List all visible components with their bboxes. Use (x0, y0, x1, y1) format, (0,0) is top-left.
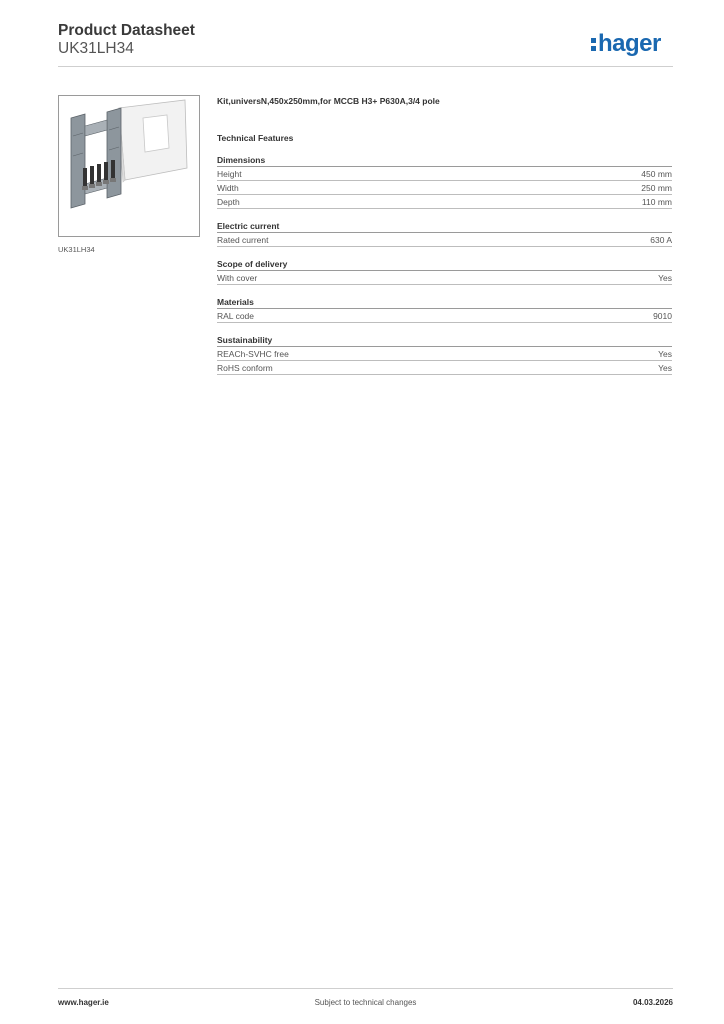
section-scope-of-delivery (217, 258, 672, 285)
row-label: REACh-SVHC free (217, 349, 289, 359)
row-value: Yes (658, 363, 672, 373)
row-label: Depth (217, 197, 240, 207)
section-title: Materials (217, 296, 672, 309)
table-row (217, 181, 672, 195)
section-title: Dimensions (217, 154, 672, 167)
section-title: Sustainability (217, 334, 672, 347)
page-title: Product Datasheet (58, 22, 195, 39)
section-title: Scope of delivery (217, 258, 672, 271)
table-row (217, 167, 672, 181)
row-label: Height (217, 169, 242, 179)
section-sustainability (217, 334, 672, 375)
row-value: 110 mm (641, 197, 672, 207)
datasheet-content (217, 96, 672, 386)
table-row (217, 309, 672, 323)
table-row (217, 233, 672, 247)
table-row (217, 347, 672, 361)
table-row (217, 271, 672, 285)
technical-features-title: Technical Features (217, 133, 294, 143)
section-dimensions (217, 154, 672, 209)
row-label: With cover (217, 273, 258, 283)
header (58, 22, 195, 58)
row-value: 450 mm (641, 169, 672, 179)
row-value: 630 A (650, 235, 672, 245)
footer-divider (58, 988, 673, 989)
row-value: Yes (658, 273, 672, 283)
logo-text: hager (598, 30, 661, 57)
row-label: RoHS conform (217, 363, 273, 373)
row-label: Width (217, 183, 239, 193)
footer-website-link[interactable]: www.hager.ie (58, 998, 109, 1007)
product-name: Kit,universN,450x250mm,for MCCB H3+ P630A,3/4 pole (217, 96, 440, 106)
row-label: RAL code (217, 311, 255, 321)
section-title: Electric current (217, 220, 672, 233)
hager-logo (591, 29, 661, 59)
table-row (217, 195, 672, 209)
logo-colon-icon (591, 33, 598, 53)
product-kit-illustration (59, 96, 199, 236)
row-label: Rated current (217, 235, 269, 245)
row-value: Yes (658, 349, 672, 359)
product-image (58, 95, 200, 237)
product-code: UK31LH34 (58, 40, 134, 57)
header-divider (58, 66, 673, 67)
row-value: 250 mm (641, 183, 672, 193)
section-materials (217, 296, 672, 323)
section-electric-current (217, 220, 672, 247)
table-row (217, 361, 672, 375)
image-caption: UK31LH34 (58, 245, 95, 254)
footer-date: 04.03.2026 (632, 998, 673, 1007)
row-value: 9010 (653, 311, 672, 321)
footer-note: Subject to technical changes (314, 998, 417, 1007)
